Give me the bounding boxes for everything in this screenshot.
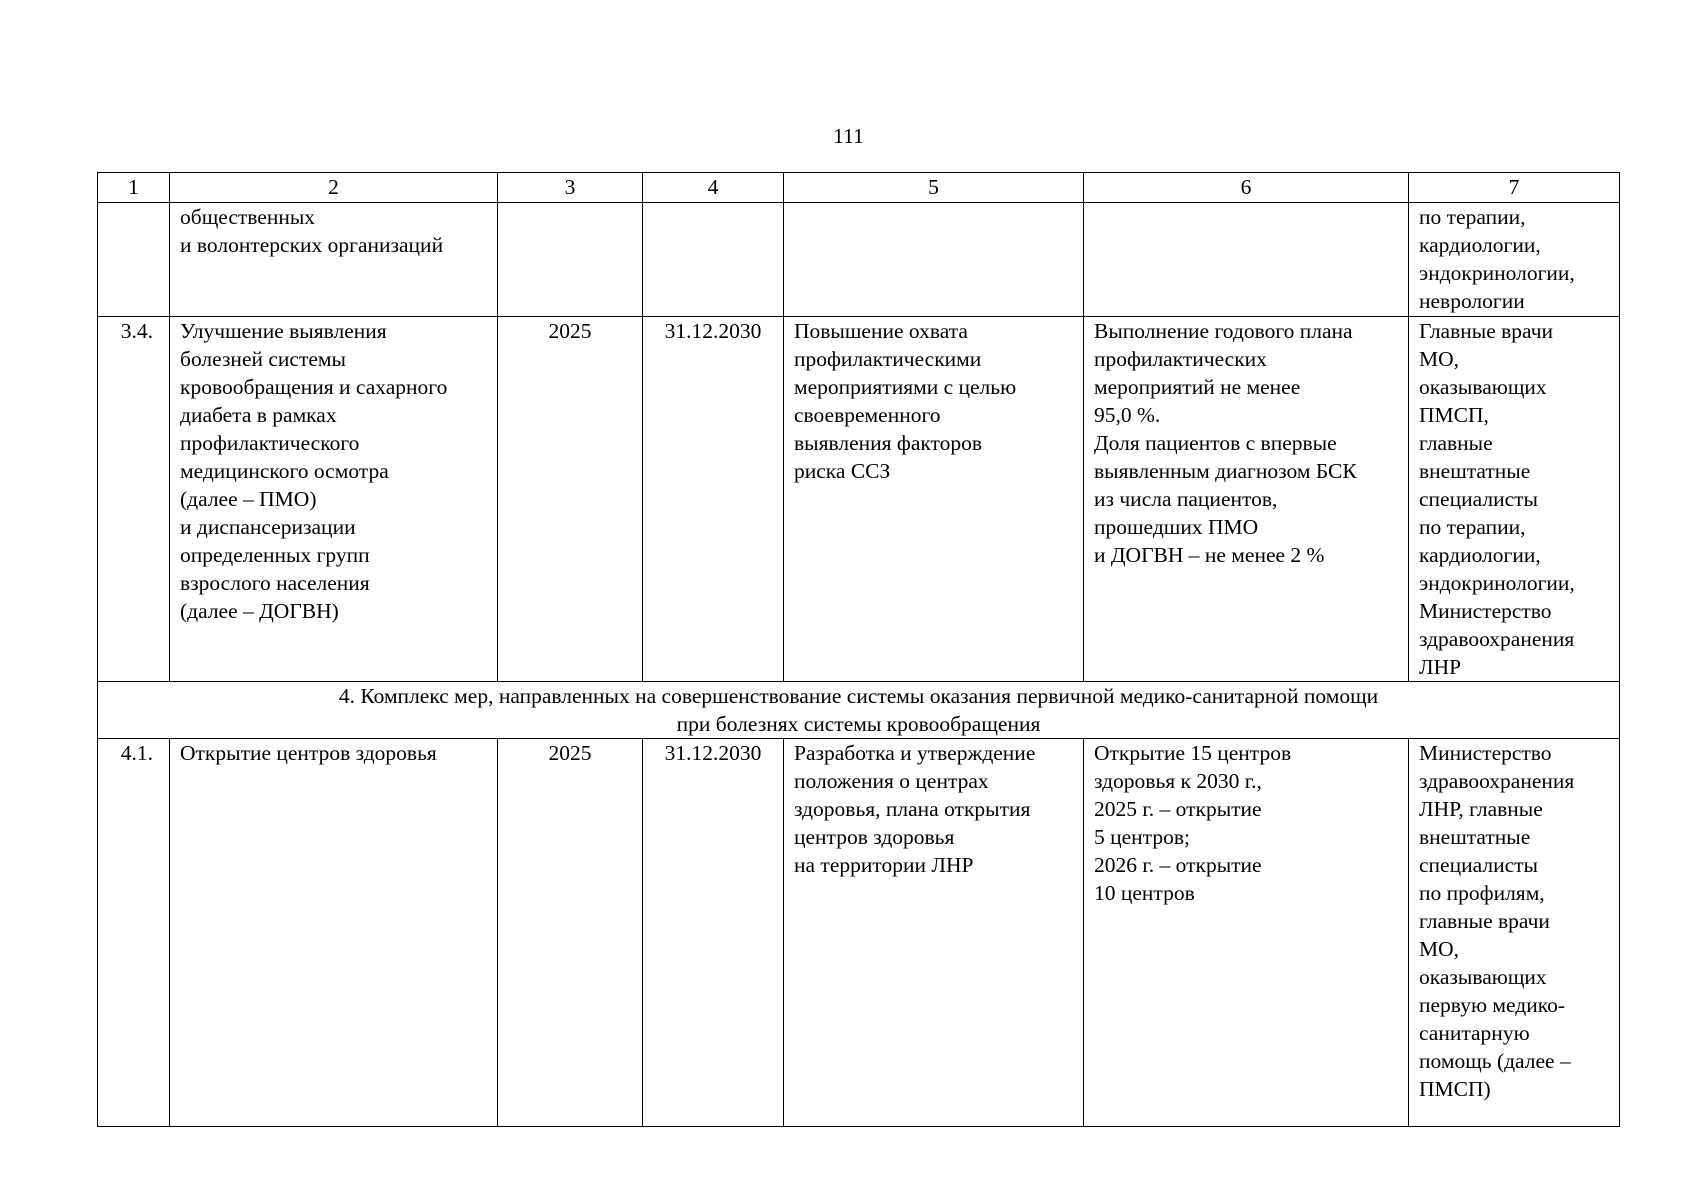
cell-responsible: Главные врачи МО, оказывающих ПМСП, главные внештатные специалисты по терапии, кардиологии, эндокринологии, Министерство здравоохранения ЛНР xyxy=(1409,317,1620,682)
cell-end: 31.12.2030 xyxy=(643,739,784,1127)
cell-responsible: по терапии, кардиологии, эндокринологии, неврологии xyxy=(1409,203,1620,317)
header-row xyxy=(98,173,1620,203)
column-header: 2 xyxy=(170,173,498,203)
cell-result: Разработка и утверждение положения о центрах здоровья, плана открытия центров здоровья на территории ЛНР xyxy=(784,739,1084,1127)
measures-table xyxy=(97,172,1620,1127)
table-row xyxy=(98,739,1620,1127)
section-row xyxy=(98,682,1620,739)
table-row xyxy=(98,203,1620,317)
cell-indicator: Открытие 15 центров здоровья к 2030 г., 2025 г. – открытие 5 центров; 2026 г. – открытие 10 центров xyxy=(1084,739,1409,1127)
cell-result xyxy=(784,203,1084,317)
cell-measure: Открытие центров здоровья xyxy=(170,739,498,1127)
cell-start xyxy=(498,203,643,317)
cell-responsible: Министерство здравоохранения ЛНР, главные внештатные специалисты по профилям, главные врачи МО, оказывающих первую медико- санитарную помощь (далее – ПМСП) xyxy=(1409,739,1620,1127)
cell-indicator: Выполнение годового плана профилактических мероприятий не менее 95,0 %. Доля пациентов с впервые выявленным диагнозом БСК из числа пациентов, прошедших ПМО и ДОГВН – не менее 2 % xyxy=(1084,317,1409,682)
cell-measure: общественных и волонтерских организаций xyxy=(170,203,498,317)
cell-indicator xyxy=(1084,203,1409,317)
page-number: 111 xyxy=(833,124,864,148)
cell-end xyxy=(643,203,784,317)
column-header: 7 xyxy=(1409,173,1620,203)
column-header: 1 xyxy=(98,173,170,203)
table-row xyxy=(98,317,1620,682)
column-header: 6 xyxy=(1084,173,1409,203)
column-header: 4 xyxy=(643,173,784,203)
cell-number xyxy=(98,203,170,317)
cell-end: 31.12.2030 xyxy=(643,317,784,682)
section-title: 4. Комплекс мер, направленных на совершенствование системы оказания первичной медико-санитарной помощи при болезнях системы кровообращения xyxy=(98,682,1620,739)
cell-start: 2025 xyxy=(498,739,643,1127)
cell-start: 2025 xyxy=(498,317,643,682)
cell-number: 3.4. xyxy=(98,317,170,682)
column-header: 5 xyxy=(784,173,1084,203)
cell-result: Повышение охвата профилактическими мероприятиями с целью своевременного выявления факторов риска ССЗ xyxy=(784,317,1084,682)
cell-number: 4.1. xyxy=(98,739,170,1127)
column-header: 3 xyxy=(498,173,643,203)
cell-measure: Улучшение выявления болезней системы кровообращения и сахарного диабета в рамках профилактического медицинского осмотра (далее – ПМО) и диспансеризации определенных групп взрослого населения (далее – ДОГВН) xyxy=(170,317,498,682)
